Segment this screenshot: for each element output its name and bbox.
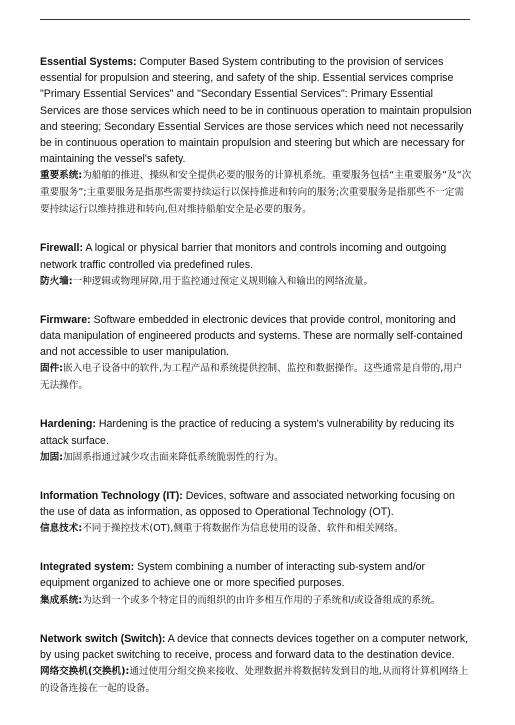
term-zh: 集成系统: (40, 594, 83, 606)
definition-text-zh: 一种逻辑或物理屏障,用于监控通过预定义规则输入和输出的网络流量。 (72, 275, 374, 287)
glossary-entry-information-technology (40, 488, 472, 537)
term-zh: 网络交换机(交换机): (40, 666, 130, 678)
glossary-entry-network-switch (40, 631, 472, 697)
definition-text-zh: 不同于操控技术(OT),侧重于将数据作为信息使用的设备、软件和相关网络。 (82, 523, 404, 535)
glossary (40, 54, 472, 719)
definition-text: Computer Based System contributing to the provision of services essential for propulsion and steering, and safety of the ship. Essential services comprise "Primary Essential Services" and "Secondary Essential Services": Primary Essential Services are those services which need to be in continuous operation to maintain propulsion and steering; Secondary Essential Services are those services which need not necessarily be in continuous operation to maintain propulsion and steering but which are necessary for maintaining the vessel's safety. (40, 56, 472, 166)
term-zh: 信息技术: (40, 523, 83, 535)
glossary-entry-essential-systems (40, 54, 472, 218)
definition-text-zh: 嵌入电子设备中的软件,为工程产品和系统提供控制、监控和数据操作。这些通常是自带的,用户无法操作。 (40, 363, 463, 392)
term: Firewall: (40, 242, 83, 255)
definition-zh (40, 520, 472, 537)
definition-text: A device that connects devices together on a computer network, by using packet switching to receive, process and forward data to the destination device. (40, 632, 469, 661)
definition-text: Devices, software and associated networking focusing on the use of data as information, as opposed to Operational Technology (OT). (40, 489, 455, 519)
definition-text: Software embedded in electronic devices that provide control, monitoring and data manipulation of engineered products and systems. These are normally self-contained and not accessible to user manipulation. (40, 313, 463, 359)
definition-zh (40, 167, 472, 218)
definition-zh (40, 449, 472, 466)
definition-en (40, 416, 472, 448)
term: Firmware: (40, 313, 91, 326)
definition-text-zh: 加固系指通过减少攻击面来降低系统脆弱性的行为。 (63, 451, 284, 463)
definition-en (40, 240, 472, 272)
header-rule (40, 19, 470, 20)
definition-zh (40, 273, 472, 290)
definition-en (40, 559, 472, 591)
definition-en (40, 312, 472, 361)
term: Network switch (Switch): (40, 632, 166, 645)
term: Hardening: (40, 418, 96, 431)
term: Integrated system: (40, 561, 135, 574)
definition-text-zh: 为达到一个或多个特定目的而组织的由许多相互作用的子系统和/或设备组成的系统。 (82, 594, 441, 606)
term-zh: 防火墙: (40, 275, 73, 287)
definition-en (40, 54, 472, 167)
glossary-entry-firewall (40, 240, 472, 289)
glossary-entry-integrated-system (40, 559, 472, 608)
term: Essential Systems: (40, 56, 137, 68)
term-zh: 重要系统: (40, 170, 83, 182)
definition-zh (40, 663, 472, 697)
definition-text: Hardening is the practice of reducing a system's vulnerability by reducing its attack surface. (40, 418, 455, 447)
definition-text: A logical or physical barrier that monitors and controls incoming and outgoing network traffic controlled via predefined rules. (40, 242, 447, 271)
definition-zh (40, 592, 472, 609)
definition-zh (40, 360, 472, 394)
definition-text-zh: 为船舶的推进、操纵和安全提供必要的服务的计算机系统。重要服务包括“主重要服务”及“次重要服务”;主重要服务是指那些需要持续运行以保持推进和转向的服务;次重要服务是指那些不一定需要持续运行以维持推进和转向,但对维持船舶安全是必要的服务。 (40, 170, 472, 216)
glossary-entry-firmware (40, 312, 472, 395)
term-zh: 加固: (40, 451, 64, 463)
term-zh: 固件: (40, 363, 64, 375)
definition-en (40, 488, 472, 520)
term: Information Technology (IT): (40, 489, 183, 502)
definition-text-zh: 通过使用分组交换来接收、处理数据并将数据转发到目的地,从而将计算机网络上的设备连接在一起的设备。 (40, 666, 469, 695)
glossary-entry-hardening (40, 416, 472, 465)
definition-text: System combining a number of interacting sub-system and/or equipment organized to achieve one or more specified purposes. (40, 561, 426, 590)
definition-en (40, 631, 472, 663)
